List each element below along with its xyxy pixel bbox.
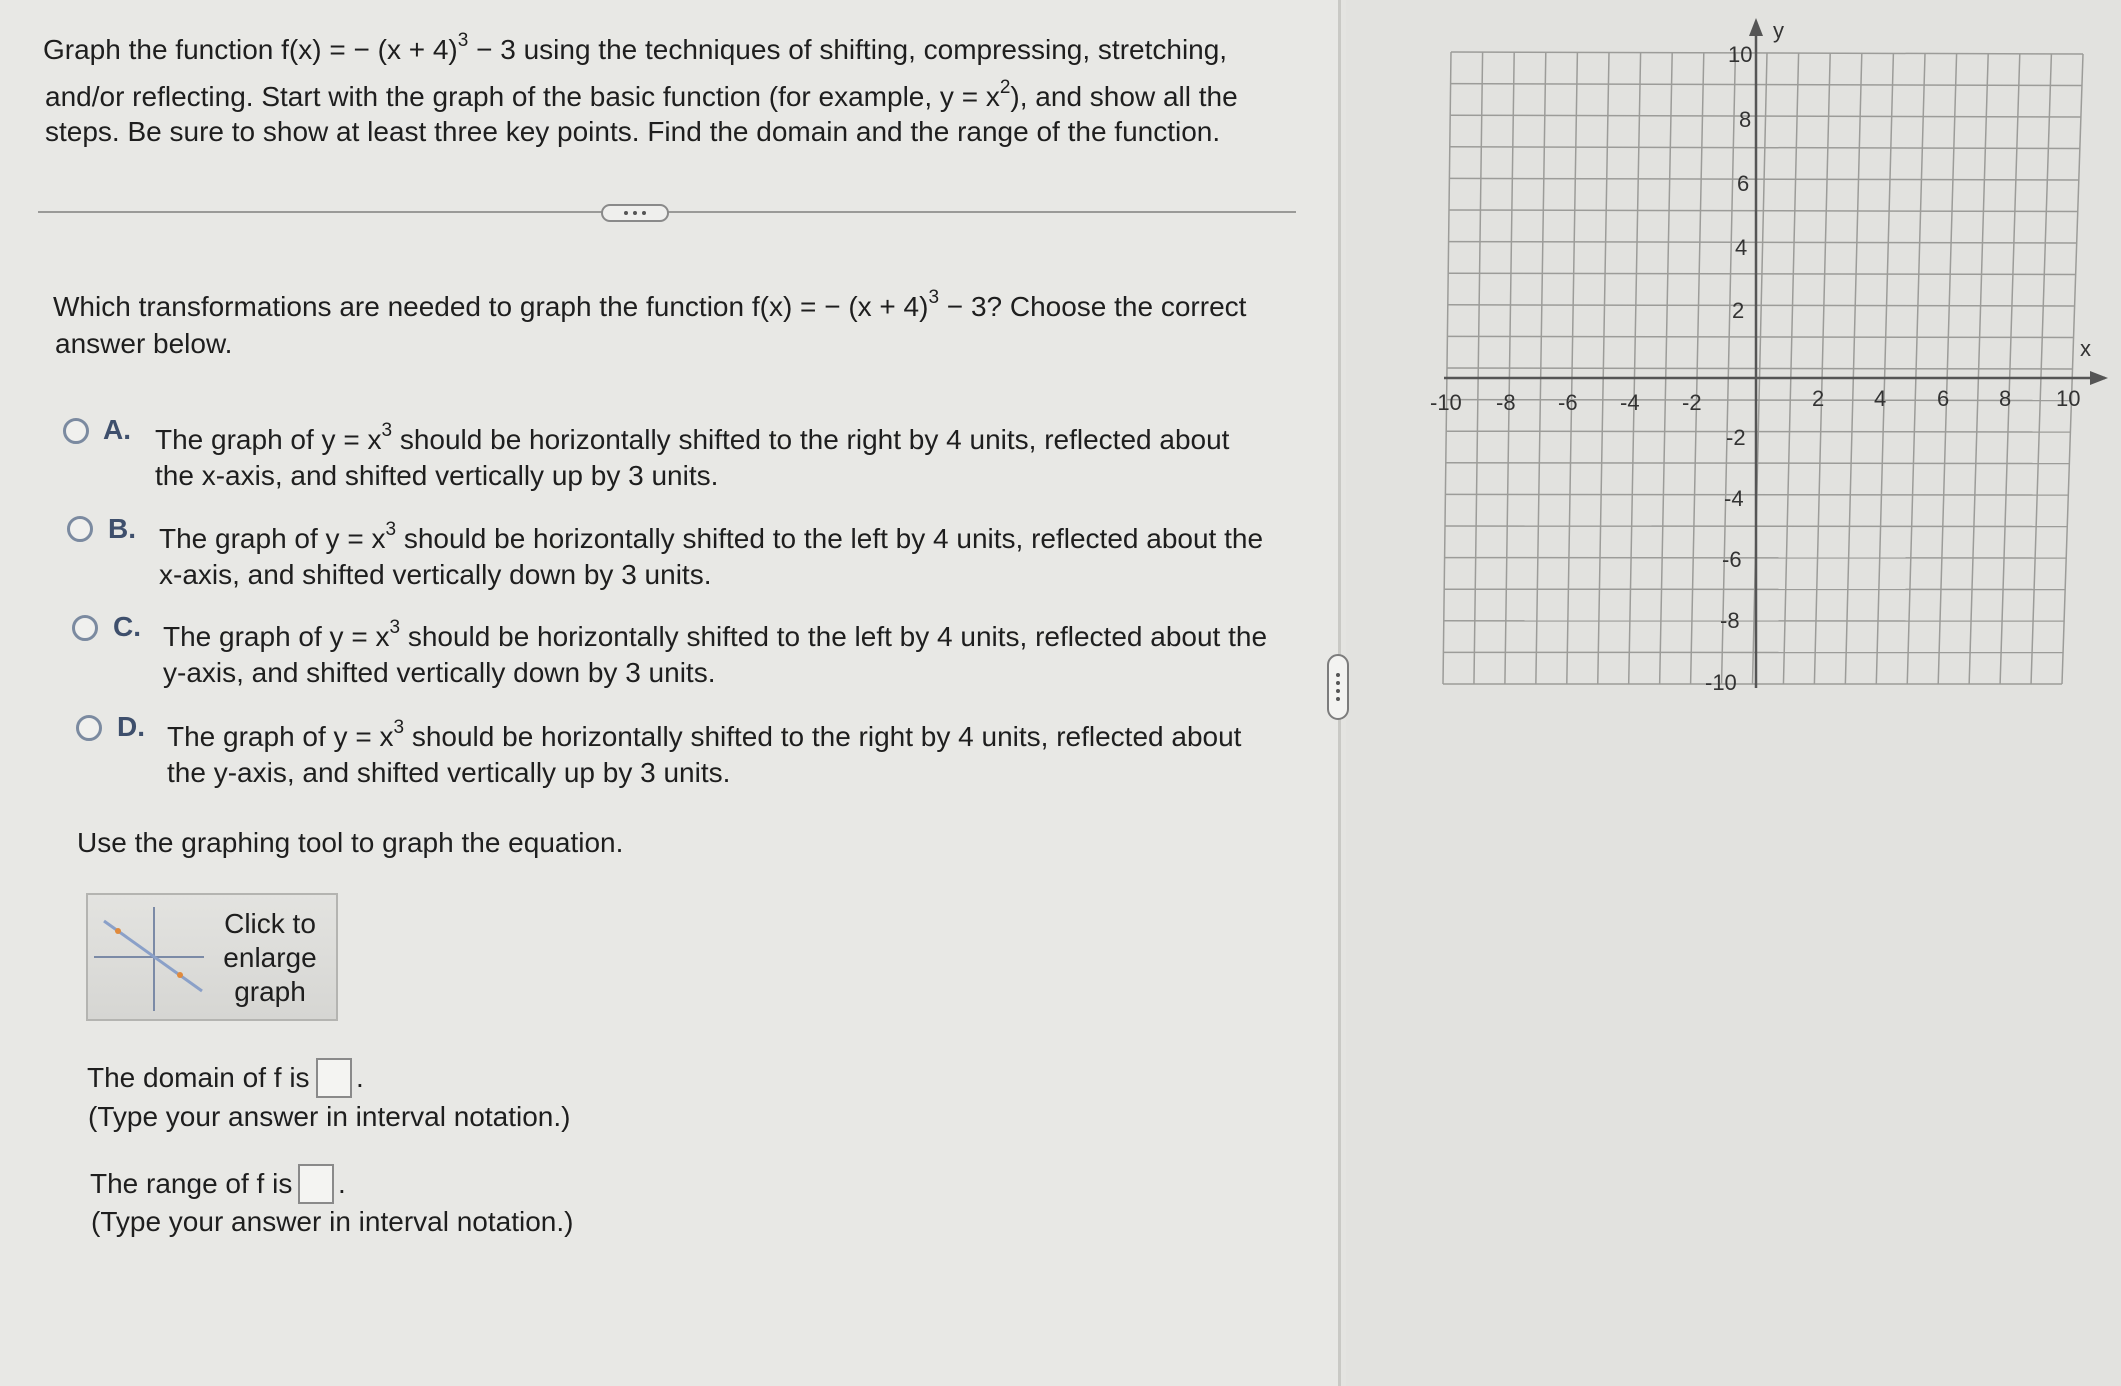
y-axis-label: y bbox=[1773, 18, 1784, 43]
option-d-letter: D. bbox=[117, 711, 145, 742]
y-tick-label: -10 bbox=[1705, 670, 1737, 695]
range-hint: (Type your answer in interval notation.) bbox=[91, 1206, 574, 1237]
axes bbox=[1444, 18, 2108, 688]
x-axis-label: x bbox=[2080, 336, 2091, 361]
range-period: . bbox=[338, 1168, 346, 1199]
question-prompt-line1: Which transformations are needed to graph the function f(x) = − $(x + 4)^3 - 3$? Choose the correct bbox=[53, 286, 1247, 322]
x-tick-label: 6 bbox=[1937, 386, 1950, 411]
x-tick-label: -4 bbox=[1620, 390, 1640, 415]
domain-hint: (Type your answer in interval notation.) bbox=[88, 1101, 571, 1132]
question-intro-line1: Graph the function f(x) = − $(x + 4)^3 - 3$ using the techniques of shifting, compressing, stretching, bbox=[43, 29, 1228, 65]
grid-line-horizontal bbox=[1447, 400, 2072, 401]
question-prompt-line2: answer below. bbox=[55, 328, 233, 359]
question-intro-line2: and/or reflecting. Start with the graph of the basic function (for example, $y = x^2$), and show all the bbox=[45, 76, 1238, 112]
enlarge-graph-label: Click to enlarge graph bbox=[223, 908, 317, 1007]
x-tick-label: -10 bbox=[1430, 390, 1462, 415]
domain-period: . bbox=[356, 1062, 364, 1093]
grid-line-horizontal bbox=[1446, 463, 2070, 464]
x-axis-arrow-icon bbox=[2090, 371, 2108, 385]
y-tick-label: 6 bbox=[1737, 171, 1750, 196]
x-tick-label: 2 bbox=[1812, 386, 1825, 411]
option-c-letter: C. bbox=[113, 611, 141, 642]
y-tick-label: -4 bbox=[1724, 486, 1744, 511]
x-tick-label: -2 bbox=[1682, 390, 1702, 415]
option-a-letter: A. bbox=[103, 414, 131, 445]
question-intro-line3: steps. Be sure to show at least three key points. Find the domain and the range of the function. bbox=[45, 116, 1221, 147]
x-tick-label: 4 bbox=[1874, 386, 1887, 411]
option-b-letter: B. bbox=[108, 513, 136, 544]
y-tick-label: 8 bbox=[1739, 107, 1752, 132]
x-tick-label: -6 bbox=[1558, 390, 1578, 415]
grid-line-horizontal bbox=[1446, 431, 2070, 432]
grid-line-horizontal bbox=[1447, 368, 2073, 369]
option-a-text[interactable]: The graph of $y = x^3$ should be horizontally shifted to the right by 4 units, reflected about the x-axis, and shifted vertically up by 3 units. bbox=[155, 419, 1230, 491]
option-d-text[interactable]: The graph of $y = x^3$ should be horizontally shifted to the right by 4 units, reflected about the y-axis, and shifted vertically up by 3 units. bbox=[167, 716, 1242, 788]
y-axis-arrow-icon bbox=[1749, 18, 1763, 36]
y-tick-label: 2 bbox=[1732, 298, 1745, 323]
y-tick-label: -6 bbox=[1722, 547, 1742, 572]
domain-label: The domain of f is bbox=[87, 1062, 310, 1093]
option-c-text[interactable]: The graph of $y = x^3$ should be horizontally shifted to the left by 4 units, reflected about the y-axis, and shifted vertically down by 3 units. bbox=[163, 616, 1268, 688]
y-tick-label: -8 bbox=[1720, 608, 1740, 633]
y-tick-label: 4 bbox=[1735, 235, 1748, 260]
graph-instruction: Use the graphing tool to graph the equation. bbox=[77, 827, 624, 858]
x-tick-label: 10 bbox=[2056, 386, 2081, 411]
range-label: The range of f is bbox=[90, 1168, 293, 1199]
x-tick-label: 8 bbox=[1999, 386, 2012, 411]
y-tick-label: -2 bbox=[1726, 425, 1746, 450]
option-b-text[interactable]: The graph of $y = x^3$ should be horizontally shifted to the left by 4 units, reflected about the x-axis, and shifted vertically down by 3 units. bbox=[159, 518, 1264, 590]
y-tick-label: 10 bbox=[1728, 42, 1753, 67]
grid-lines bbox=[1443, 52, 2083, 684]
x-tick-label: -8 bbox=[1496, 390, 1516, 415]
